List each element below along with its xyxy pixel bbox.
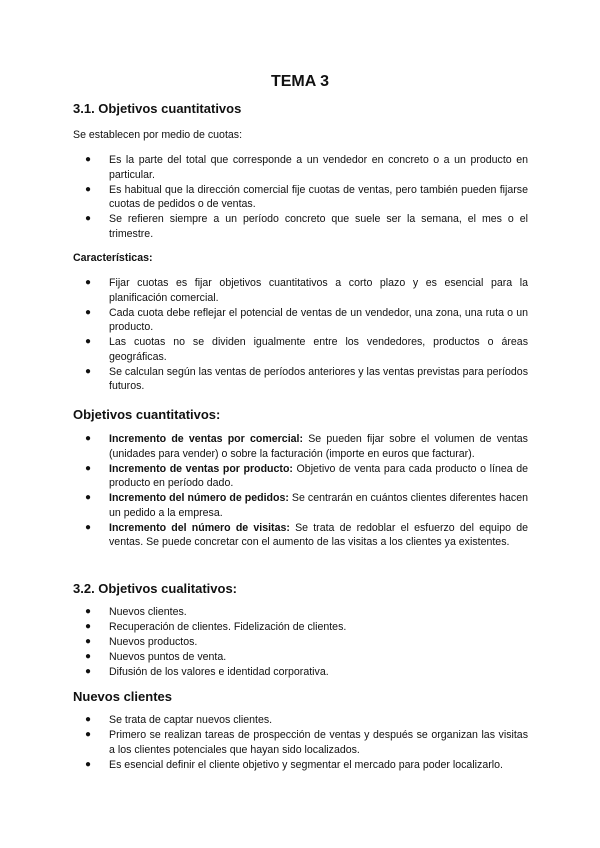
bullet-icon: ● (85, 183, 92, 195)
bullet-icon: ● (85, 462, 92, 474)
subheading-caracteristicas: Características: (73, 252, 153, 264)
list-item: ● Nuevos clientes. (85, 606, 187, 618)
list-item: ● Se trata de captar nuevos clientes. (85, 714, 273, 726)
list-item: ● Incremento del número de visitas: Se trata de redoblar el esfuerzo del equipo de ventas. Se puede concretar con el aumento de las visitas a los clientes ya existentes. (85, 521, 528, 549)
list-item: ● Es esencial definir el cliente objetivo y segmentar el mercado para poder localizarlo. (85, 758, 503, 771)
bullet-icon: ● (85, 651, 92, 663)
list-item: ● Es la parte del total que corresponde a un vendedor en concreto o a un producto en particular. (85, 154, 528, 181)
list-caracteristicas (73, 276, 528, 394)
bullet-icon: ● (85, 433, 92, 444)
bullet-icon: ● (85, 277, 92, 288)
list-item: ● Recuperación de clientes. Fidelización de clientes. (85, 621, 347, 634)
list-item: ● Incremento de ventas por producto: Objetivo de venta para cada producto o línea de producto en período dado. (85, 462, 529, 490)
section-heading-3-1: 3.1. Objetivos cuantitativos (73, 101, 242, 116)
bullet-icon: ● (85, 714, 92, 725)
list-objetivos-cualitativos (73, 605, 528, 680)
list-item: ● Fijar cuotas es fijar objetivos cuantitativos a corto plazo y es esencial para la planificación comercial. (85, 277, 528, 304)
bullet-icon: ● (85, 606, 92, 617)
list-cuotas (73, 153, 528, 242)
bullet-icon: ● (85, 336, 92, 348)
list-nuevos-clientes (73, 713, 528, 773)
bullet-icon: ● (85, 154, 92, 165)
list-item: ● Es habitual que la dirección comercial fije cuotas de ventas, pero también pueden fijarse cuotas de pedidos o de ventas. (85, 183, 528, 211)
section-heading-3-2: 3.2. Objetivos cualitativos: (73, 581, 237, 596)
bullet-icon: ● (85, 213, 92, 225)
list-item: ● Primero se realizan tareas de prospección de ventas y después se organizan las visitas a los clientes potenciales que hayan sido localizados. (85, 729, 528, 756)
list-item: ● Las cuotas no se dividen igualmente entre los vendedores, productos o áreas geográficas. (85, 336, 528, 363)
list-item: ● Difusión de los valores e identidad corporativa. (85, 666, 329, 679)
bullet-icon: ● (85, 521, 92, 533)
list-item: ● Cada cuota debe reflejar el potencial de ventas de un vendedor, una zona, una ruta o un producto. (85, 306, 528, 334)
list-item: ● Se refieren siempre a un período concreto que suele ser la semana, el mes o el trimestre. (85, 213, 528, 240)
list-item: ● Incremento del número de pedidos: Se centrarán en cuántos clientes diferentes hacen un pedido a la empresa. (85, 492, 529, 519)
bullet-icon: ● (85, 306, 92, 318)
bullet-icon: ● (85, 621, 92, 633)
bullet-icon: ● (85, 758, 92, 770)
bullet-icon: ● (85, 636, 92, 648)
list-item: ● Se calculan según las ventas de períodos anteriores y las ventas previstas para períodos futuros. (85, 365, 528, 393)
page-title: TEMA 3 (270, 73, 330, 90)
bullet-icon: ● (85, 365, 92, 377)
section-heading-objetivos-cuantitativos: Objetivos cuantitativos: (73, 407, 221, 422)
bullet-icon: ● (85, 729, 92, 741)
list-item: ● Nuevos productos. (85, 636, 198, 649)
list-objetivos-cuantitativos (73, 432, 528, 550)
bullet-icon: ● (85, 666, 92, 678)
list-item: ● Incremento de ventas por comercial: Se pueden fijar sobre el volumen de ventas (unidades para vender) o sobre la facturación (importe en euros que facturar). (85, 433, 528, 460)
section-heading-nuevos-clientes: Nuevos clientes (73, 689, 172, 704)
list-item: ● Nuevos puntos de venta. (85, 651, 227, 664)
bullet-icon: ● (85, 492, 92, 504)
section-intro: Se establecen por medio de cuotas: (73, 129, 243, 141)
